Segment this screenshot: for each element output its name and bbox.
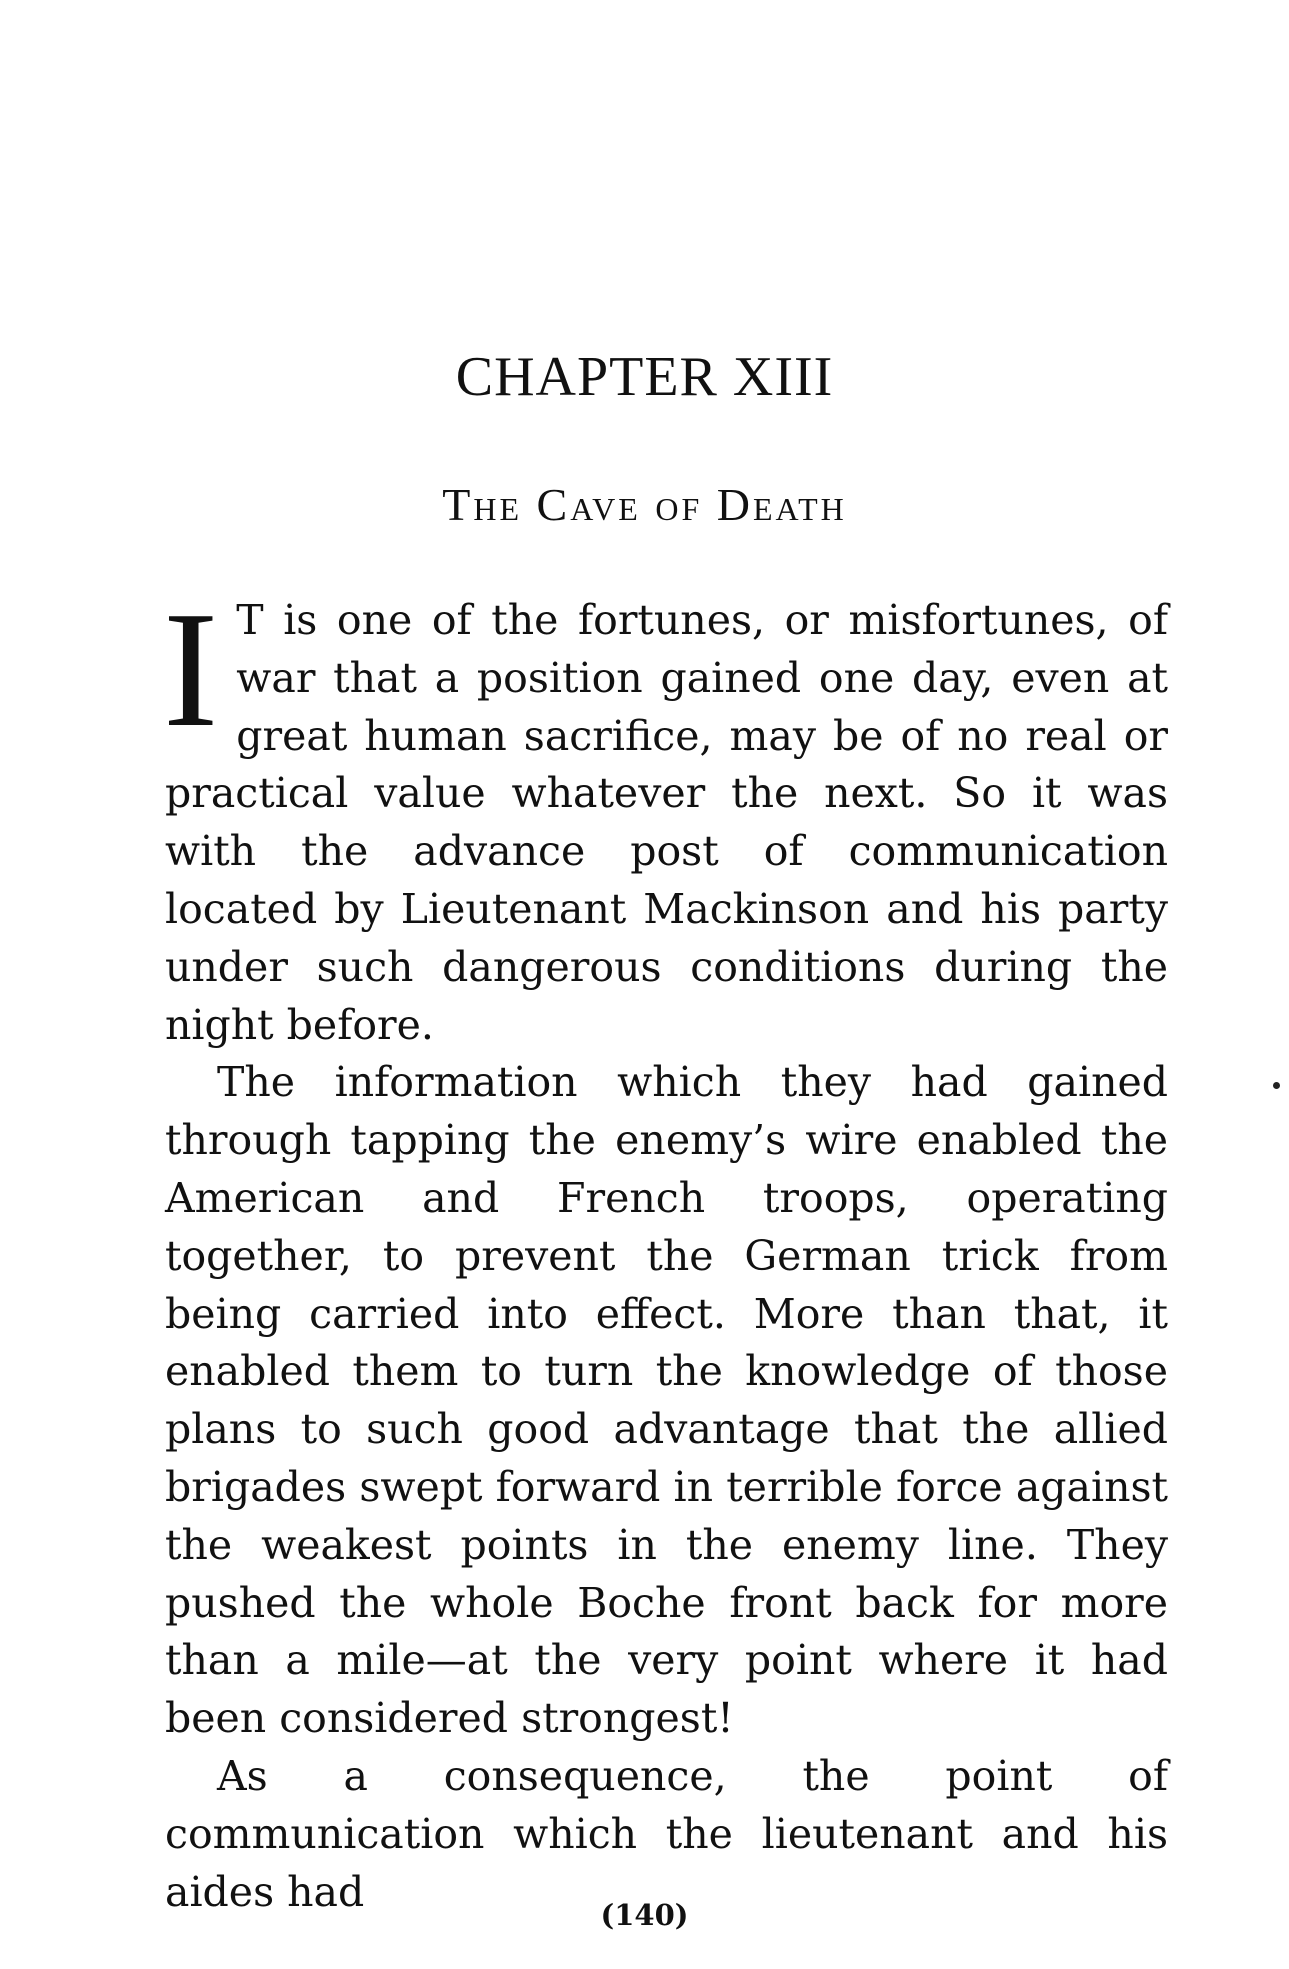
paragraph-2: The information which they had gained through tapping the enemy’s wire enabled the American and French troops, operating together, to prevent the German trick from being carried into effect. More than that, it enabled them to turn the knowledge of those plans to such good advantage that the allied brigades swept forward in terrible force against the weakest points in the enemy line. They pushed the whole Boche front back for more than a mile—at the very point where it had been considered strongest! xyxy=(165,1058,1168,1743)
print-speck xyxy=(1273,1082,1280,1089)
page-number: (140) xyxy=(600,1898,689,1932)
drop-cap: I xyxy=(163,577,219,761)
paragraph-3: As a consequence, the point of communication which the lieutenant and his aides had xyxy=(165,1751,1168,1916)
paragraph-1-text: T is one of the fortunes, or misfortunes, of war that a position gained one day, even at great human sacrifice, may be of no real or practical value whatever the next. So it was with the advance post of communication located by Lieutenant Mackinson and his party under such dangerous conditions during the night before. xyxy=(165,596,1168,1049)
chapter-heading: CHAPTER XIII xyxy=(455,346,834,408)
chapter-body xyxy=(163,577,1168,1921)
paragraph-1 xyxy=(163,577,1168,1054)
chapter-title: The Cave of Death xyxy=(442,479,847,530)
